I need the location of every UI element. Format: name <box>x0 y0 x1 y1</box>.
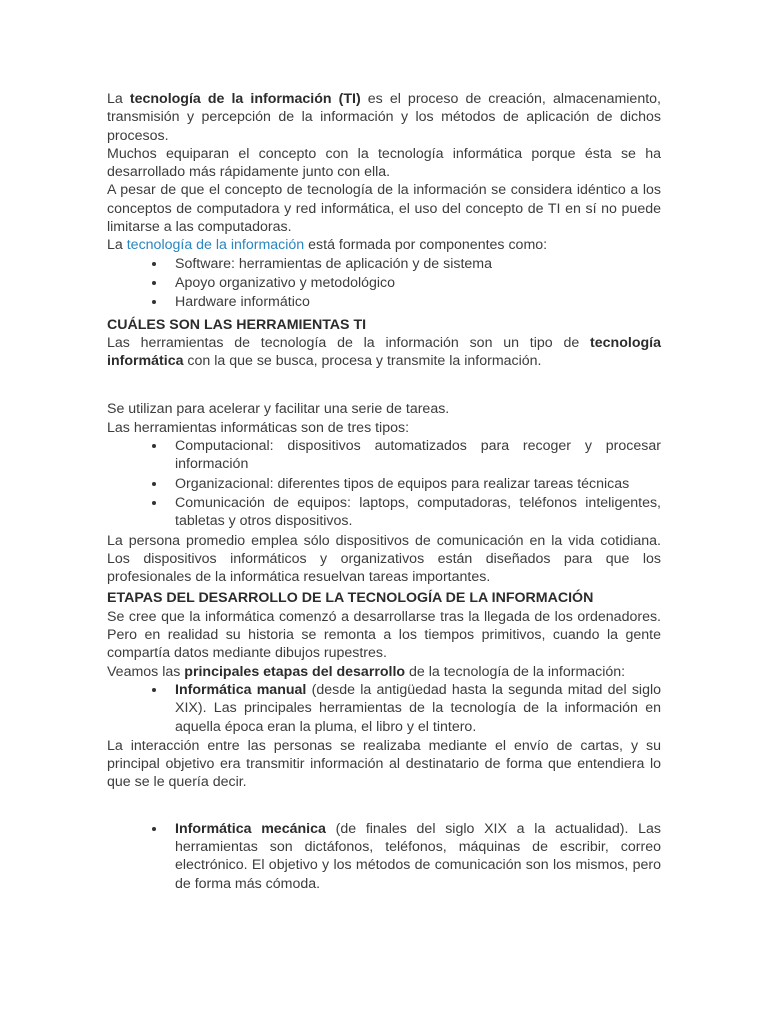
stages-p2-post: de la tecnología de la información: <box>405 663 626 680</box>
intro-paragraph-2: Muchos equiparan el concepto con la tecnología informática porque ésta se ha desarrollado más rápidamente junto con ella. <box>107 145 661 181</box>
list-item <box>175 820 661 893</box>
stages-list-1 <box>107 681 661 736</box>
intro-p1-bold: tecnología de la información (TI) <box>129 91 361 107</box>
intro-paragraph-1 <box>107 90 661 145</box>
tools-p1-bold: tecnología informática <box>107 334 661 370</box>
list-item: Comunicación de equipos: laptops, computadoras, teléfonos inteligentes, tabletas y otros dispositivos. <box>175 494 661 530</box>
tools-p1-pre: Las herramientas de tecnología de la información son un tipo de <box>107 334 591 351</box>
tool-types-list <box>107 437 661 530</box>
stage-manual-title: Informática manual <box>175 681 307 698</box>
stage-mechanical-text: (de finales del siglo XIX a la actualidad). Las herramientas son dictáfonos, teléfonos, máquinas de escribir, correo electrónico. El objetivo y los métodos de comunicación son los mismos, pero de forma más cómoda. <box>175 820 661 892</box>
intro-paragraph-3: A pesar de que el concepto de tecnología de la información se considera idéntico a los conceptos de computadora y red informática, el uso del concepto de TI en sí no puede limitarse a las computadoras. <box>107 182 661 236</box>
section-heading-stages: ETAPAS DEL DESARROLLO DE LA TECNOLOGÍA DE LA INFORMACIÓN <box>107 590 594 607</box>
intro-p4-post: está formada por componentes como: <box>304 237 548 254</box>
list-item: Hardware informático <box>175 293 661 311</box>
stage-mechanical-title: Informática mecánica <box>175 820 326 837</box>
stages-list-2 <box>107 820 661 893</box>
document-page <box>107 90 661 894</box>
list-item: Software: herramientas de aplicación y de sistema <box>175 255 661 273</box>
intro-p4-pre: La <box>107 237 127 254</box>
tools-paragraph-3: Las herramientas informáticas son de tres tipos: <box>107 419 410 436</box>
spacer <box>107 370 661 400</box>
stages-p2-pre: Veamos las <box>107 663 185 680</box>
stage-manual-text: (desde la antigüedad hasta la segunda mitad del siglo XIX). Las principales herramientas de la tecnología de la información en aquella época eran la pluma, el libro y el tintero. <box>175 681 661 735</box>
tools-paragraph-4: La persona promedio emplea sólo dispositivos de comunicación en la vida cotidiana. Los dispositivos informáticos y organizativos están diseñados para que los profesionales de la informática resuelvan tareas importantes. <box>107 532 661 586</box>
tools-p1-post: con la que se busca, procesa y transmite la información. <box>183 353 542 370</box>
intro-paragraph-4 <box>107 236 661 254</box>
stages-paragraph-2 <box>107 663 661 681</box>
tools-paragraph-2: Se utilizan para acelerar y facilitar una serie de tareas. <box>107 401 450 418</box>
stages-p2-bold: principales etapas del desarrollo <box>184 663 406 680</box>
stages-paragraph-1: Se cree que la informática comenzó a desarrollarse tras la llegada de los ordenadores. Pero en realidad su historia se remonta a los tiempos primitivos, cuando la gente compartía datos mediante dibujos rupestres. <box>107 608 661 662</box>
it-link[interactable]: tecnología de la información <box>126 237 305 254</box>
tools-paragraph-1 <box>107 334 661 371</box>
section-heading-tools: CUÁLES SON LAS HERRAMIENTAS TI <box>107 316 367 333</box>
intro-p1-post: es el proceso de creación, almacenamiento, transmisión y percepción de la información y los métodos de aplicación de dichos procesos. <box>107 91 661 144</box>
stages-paragraph-3: La interacción entre las personas se realizaba mediante el envío de cartas, y su principal objetivo era transmitir información al destinatario de forma que entendiera lo que se le quería decir. <box>107 737 661 791</box>
spacer <box>107 792 661 820</box>
list-item <box>175 681 661 736</box>
list-item: Organizacional: diferentes tipos de equipos para realizar tareas técnicas <box>175 475 661 493</box>
components-list <box>107 255 661 312</box>
list-item: Computacional: dispositivos automatizados para recoger y procesar información <box>175 438 661 473</box>
list-item: Apoyo organizativo y metodológico <box>175 274 661 292</box>
intro-p1-pre: La <box>107 91 130 107</box>
